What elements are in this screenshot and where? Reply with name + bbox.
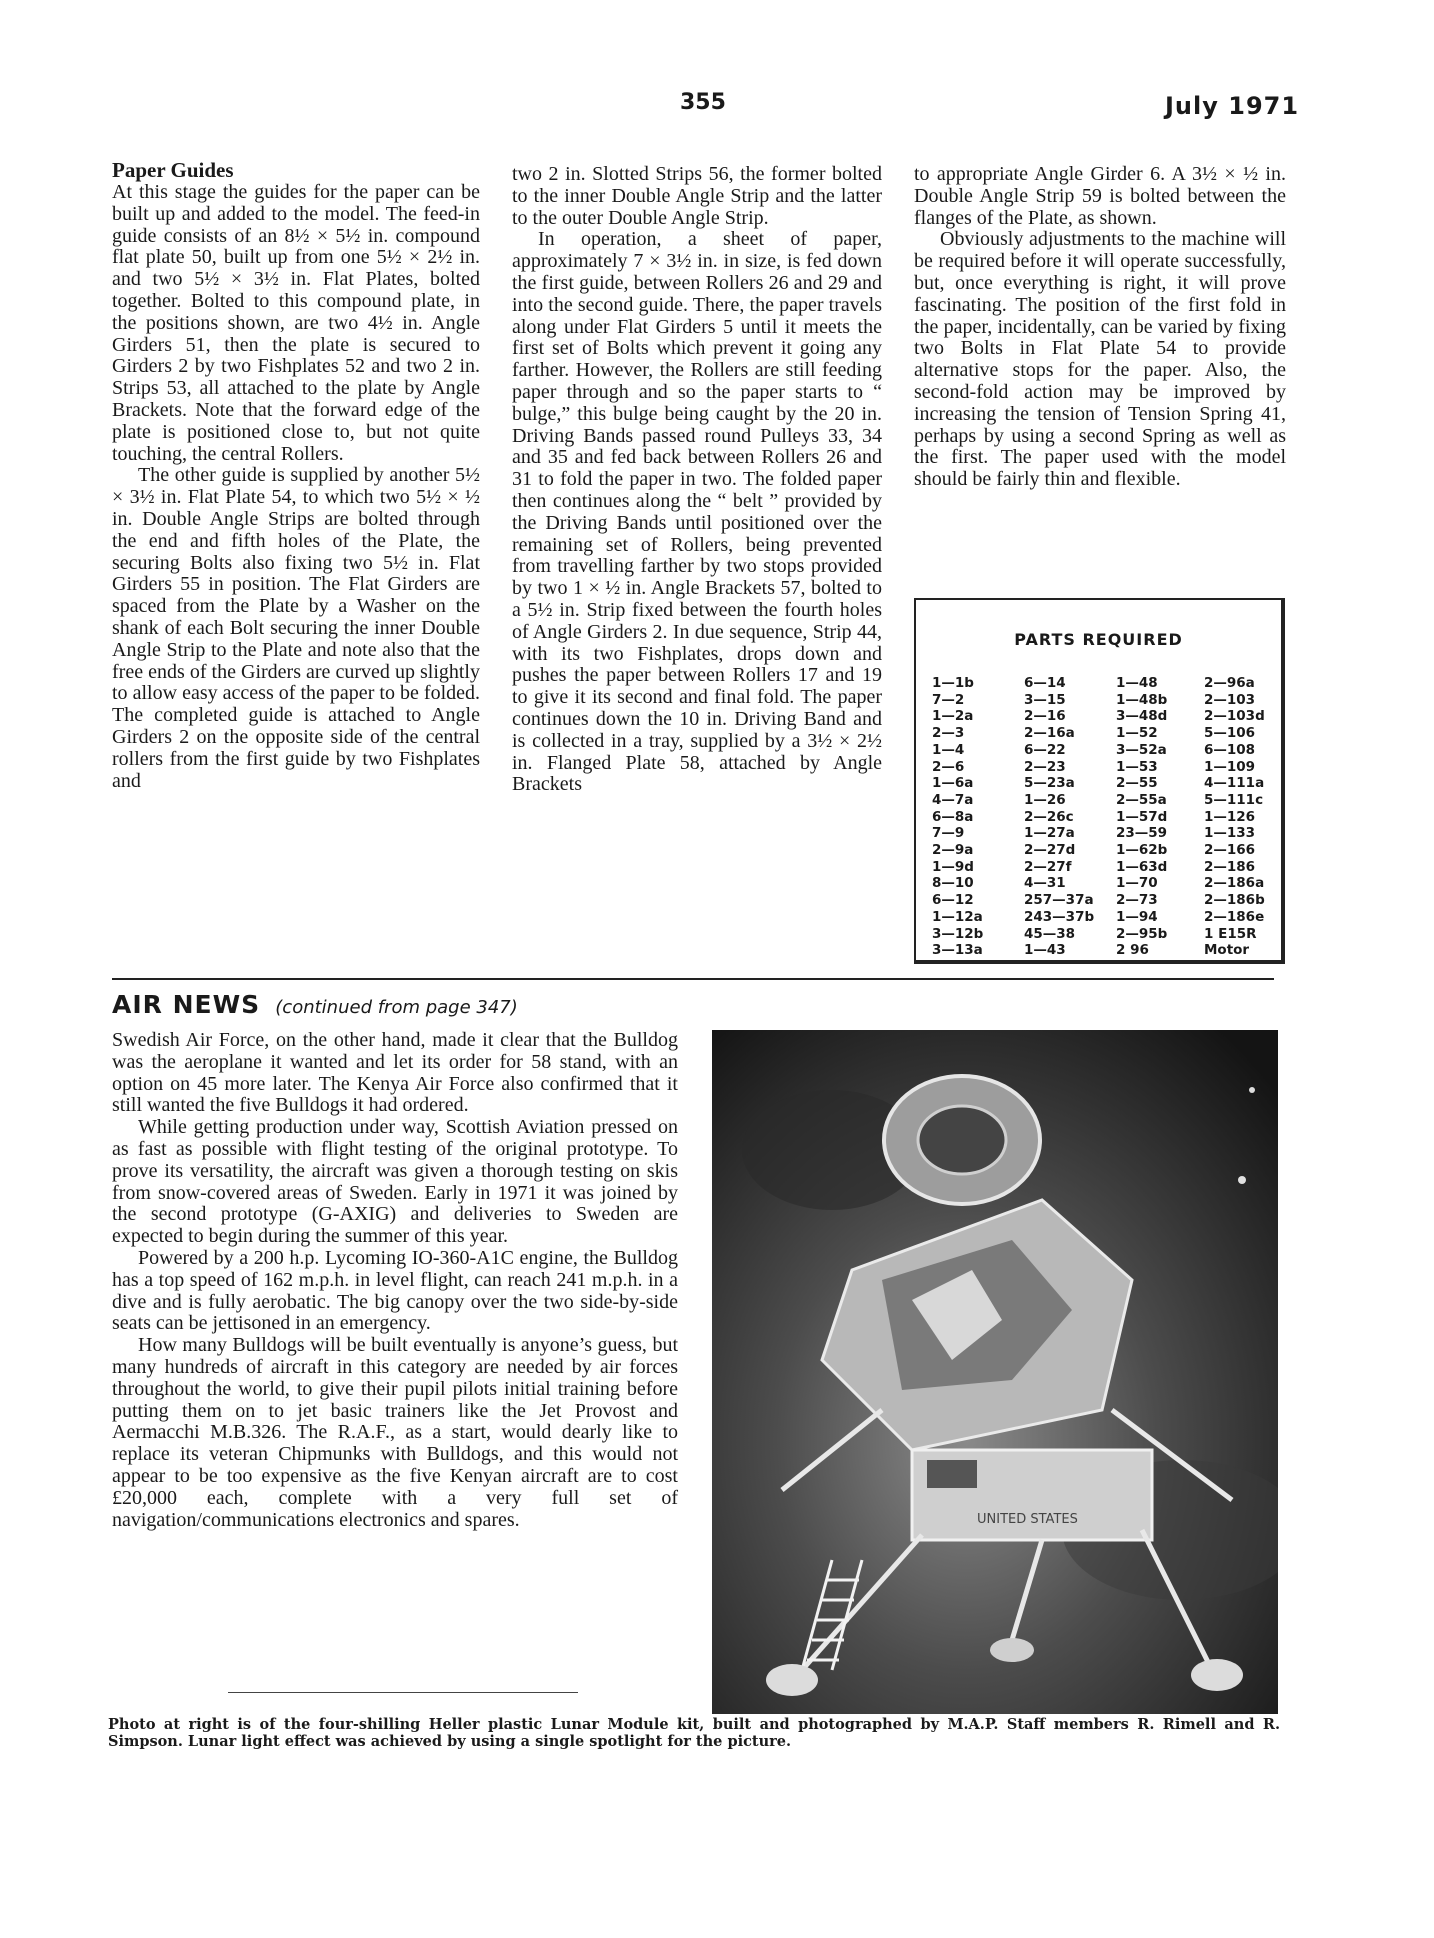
column-3: [914, 164, 1286, 491]
part-entry: 1—48b: [1116, 691, 1168, 708]
part-entry: 1—63d: [1116, 858, 1168, 875]
part-entry: 7—9: [932, 825, 965, 842]
part-entry: 1—133: [1204, 825, 1256, 842]
part-entry: 7—2: [932, 691, 965, 708]
part-entry: 6—22: [1024, 741, 1066, 758]
part-entry: 1—43: [1024, 942, 1066, 959]
part-entry: 243—37b: [1024, 908, 1095, 925]
part-entry: 2 96: [1116, 942, 1149, 959]
part-entry: 3—48d: [1116, 708, 1168, 725]
part-entry: 2—103d: [1204, 708, 1265, 725]
paragraph: Obviously adjustments to the machine will be required before it will operate successfully, but, once everything is right, it will prove fascinating. The position of the first fold in the paper, incidentally, can be varied by fixing two Bolts in Flat Plate 54 to provide alternative stops for the paper. Also, the second-fold action may be improved by increasing the tension of Tension Spring 41, perhaps by using a second Spring as well as the first. The paper used with the model should be fairly thin and flexible.: [914, 228, 1286, 491]
part-entry: 2—9a: [932, 842, 974, 859]
paragraph: In operation, a sheet of paper, approximately 7 × 3½ in. in size, is fed down the first guide, between Rollers 26 and 29 and into the second guide. There, the paper travels along under Flat Girders 5 until it meets the first set of Bolts which prevent it going any farther. However, the Rollers are still feeding paper through and so the paper starts to “ bulge,” this bulge being caught by the 20 in. Driving Bands passed round Pulleys 33, 34 and 35 and fed back between Rollers 26 and 31 to fold the paper in two. The folded paper then continues along the “ belt ” provided by the Driving Bands until positioned over the remaining set of Rollers, being prevented from travelling farther by two stops provided by two 1 × ½ in. Angle Brackets 57, bolted to a 5½ in. Strip fixed between the fourth holes of Angle Girders 2. In due sequence, Strip 44, with its two Fishplates, drops down and pushes the paper between Rollers 17 and 19 to give it its second and final fold. The paper continues down the 10 in. Driving Band and is collected in a tray, supplied by a 3½ × 2½ in. Flanged Plate 58, attached by Angle Brackets: [512, 228, 882, 796]
paragraph: Powered by a 200 h.p. Lycoming IO-360-A1C engine, the Bulldog has a top speed of 162 m.p.h. in level flight, can reach 241 m.p.h. in a dive and is fully aerobatic. The big canopy over the two side-by-side seats can be jettisoned in an emergency.: [112, 1246, 678, 1335]
part-entry: 5—106: [1204, 725, 1256, 742]
part-entry: 1—62b: [1116, 842, 1168, 859]
part-entry: 1—26: [1024, 791, 1066, 808]
part-entry: 1—6a: [932, 775, 974, 792]
part-entry: 3—15: [1024, 691, 1066, 708]
part-entry: 6—14: [1024, 675, 1066, 691]
part-entry: 2—73: [1116, 892, 1158, 909]
part-entry: 5—111c: [1204, 791, 1264, 808]
part-entry: 1—1b: [932, 675, 974, 691]
paragraph: At this stage the guides for the paper can be built up and added to the model. The feed-in guide consists of an 8½ × 5½ in. compound flat plate 50, built up from one 5½ × 2½ in. and two 5½ × 3½ in. Flat Plates, bolted together. Bolted to this compound plate, in the positions shown, are two 4½ in. Angle Girders 51, then the plate is secured to Girders 2 by two Fishplates 52 and two 2 in. Strips 53, all attached to the plate by Angle Brackets. Note that the forward edge of the plate is positioned close to, but not quite touching, the central Rollers.: [112, 181, 480, 465]
part-entry: 2—95b: [1116, 925, 1168, 942]
air-news-body: [112, 1030, 678, 1531]
issue-date: July 1971: [1165, 92, 1300, 120]
part-entry: 1—94: [1116, 908, 1158, 925]
part-entry: 2—103: [1204, 691, 1256, 708]
part-entry: 2—26c: [1024, 808, 1074, 825]
divider: [228, 1692, 578, 1693]
part-entry: 2—16: [1024, 708, 1066, 725]
part-entry: 2—96a: [1204, 675, 1255, 691]
part-entry: 1—70: [1116, 875, 1158, 892]
column-1: [112, 158, 480, 792]
photo-label: UNITED STATES: [977, 1512, 1078, 1527]
part-entry: 257—37a: [1024, 892, 1094, 909]
part-entry: 4—31: [1024, 875, 1066, 892]
air-news-title: AIR NEWS: [112, 990, 261, 1019]
part-entry: 3—13a: [932, 942, 983, 959]
part-entry: 6—108: [1204, 741, 1256, 758]
air-news-heading: [112, 990, 518, 1019]
part-entry: 1—9d: [932, 858, 974, 875]
part-entry: 3—52a: [1116, 741, 1167, 758]
lunar-module-photo: [712, 1030, 1278, 1714]
section-heading: Paper Guides: [112, 158, 234, 182]
part-entry: 1 E15R: [1204, 925, 1257, 942]
part-entry: 6—8a: [932, 808, 974, 825]
part-entry: 2—3: [932, 725, 965, 742]
paragraph: While getting production under way, Scottish Aviation pressed on as fast as possible with flight testing of the original prototype. To prove its versatility, the aircraft was given a thorough testing on skis from snow-covered areas of Sweden. Early in 1971 it was joined by the second prototype (G-AXIG) and deliveries to Sweden are expected to begin during the summer of this year.: [112, 1116, 678, 1248]
column-2: [512, 164, 882, 796]
paragraph: two 2 in. Slotted Strips 56, the former bolted to the inner Double Angle Strip and the latter to the outer Double Angle Strip.: [512, 163, 882, 229]
part-entry: 4—7a: [932, 791, 974, 808]
part-entry: 45—38: [1024, 925, 1076, 942]
part-entry: 2—55a: [1116, 791, 1167, 808]
part-entry: 2—186b: [1204, 892, 1265, 909]
part-entry: 4—111a: [1204, 775, 1265, 792]
parts-title: PARTS REQUIRED: [1014, 630, 1183, 649]
part-entry: 3—12b: [932, 925, 984, 942]
part-entry: 1—52: [1116, 725, 1158, 742]
part-entry: 2—55: [1116, 775, 1158, 792]
part-entry: 1—48: [1116, 675, 1158, 691]
parts-required-box: [914, 598, 1285, 964]
paragraph: to appropriate Angle Girder 6. A 3½ × ½ in. Double Angle Strip 59 is bolted between the flanges of the Plate, as shown.: [914, 163, 1286, 229]
part-entry: 23—59: [1116, 825, 1168, 842]
part-entry: 1—27a: [1024, 825, 1075, 842]
part-entry: 1—57d: [1116, 808, 1168, 825]
part-entry: 2—16a: [1024, 725, 1075, 742]
part-entry: Motor: [1204, 942, 1250, 959]
paragraph: The other guide is supplied by another 5½ × 3½ in. Flat Plate 54, to which two 5½ × ½ in. Double Angle Strips are bolted through the end and fifth holes of the Plate, the securing Bolts also fixing two 5½ in. Flat Girders 55 in position. The Flat Girders are spaced from the Plate by a Washer on the shank of each Bolt securing the inner Double Angle Strip to the Plate and note also that the free ends of the Girders are curved up slightly to allow easy access of the paper to be folded. The completed guide is attached to Angle Girders 2 on the opposite side of the central rollers from the first guide by two Fishplates and: [112, 464, 480, 792]
part-entry: 1—126: [1204, 808, 1256, 825]
part-entry: 1—2a: [932, 708, 974, 725]
part-entry: 1—12a: [932, 908, 983, 925]
part-entry: 2—27f: [1024, 858, 1072, 875]
air-news-subtitle: (continued from page 347): [275, 997, 518, 1018]
part-entry: 6—12: [932, 892, 974, 909]
part-entry: 2—6: [932, 758, 965, 775]
part-entry: 1—53: [1116, 758, 1158, 775]
part-entry: 2—186e: [1204, 908, 1265, 925]
part-entry: 5—23a: [1024, 775, 1075, 792]
part-entry: 2—166: [1204, 842, 1256, 859]
photo-caption: Photo at right is of the four-shilling Heller plastic Lunar Module kit, built and photographed by M.A.P. Staff members R. Rimell and R. Simpson. Lunar light effect was achieved by using a single spotlight for the picture.: [108, 1716, 1280, 1750]
paragraph: How many Bulldogs will be built eventually is anyone’s guess, but many hundreds of aircraft in this category are needed by air forces throughout the world, to give their pupil pilots initial training before putting them on to jet basic trainers like the Jet Provost and Aermacchi M.B.326. The R.A.F., as a start, would dearly like to replace its veteran Chipmunks with Bulldogs, and this would not appear to be too expensive as the five Kenyan aircraft are to cost £20,000 each, complete with a very full set of navigation/communications electronics and spares.: [112, 1334, 678, 1531]
part-entry: 1—109: [1204, 758, 1256, 775]
part-entry: 2—27d: [1024, 842, 1076, 859]
part-entry: 2—23: [1024, 758, 1066, 775]
paragraph: Swedish Air Force, on the other hand, made it clear that the Bulldog was the aeroplane it wanted and let its order for 58 stand, with an option on 45 more later. The Kenya Air Force also confirmed that it still wanted the five Bulldogs it had ordered.: [112, 1029, 678, 1117]
part-entry: 2—186: [1204, 858, 1256, 875]
parts-list: [932, 675, 1281, 959]
section-divider: [112, 978, 1274, 980]
page-number: 355: [680, 90, 726, 115]
part-entry: 2—186a: [1204, 875, 1265, 892]
part-entry: 8—10: [932, 875, 974, 892]
part-entry: 1—4: [932, 741, 965, 758]
